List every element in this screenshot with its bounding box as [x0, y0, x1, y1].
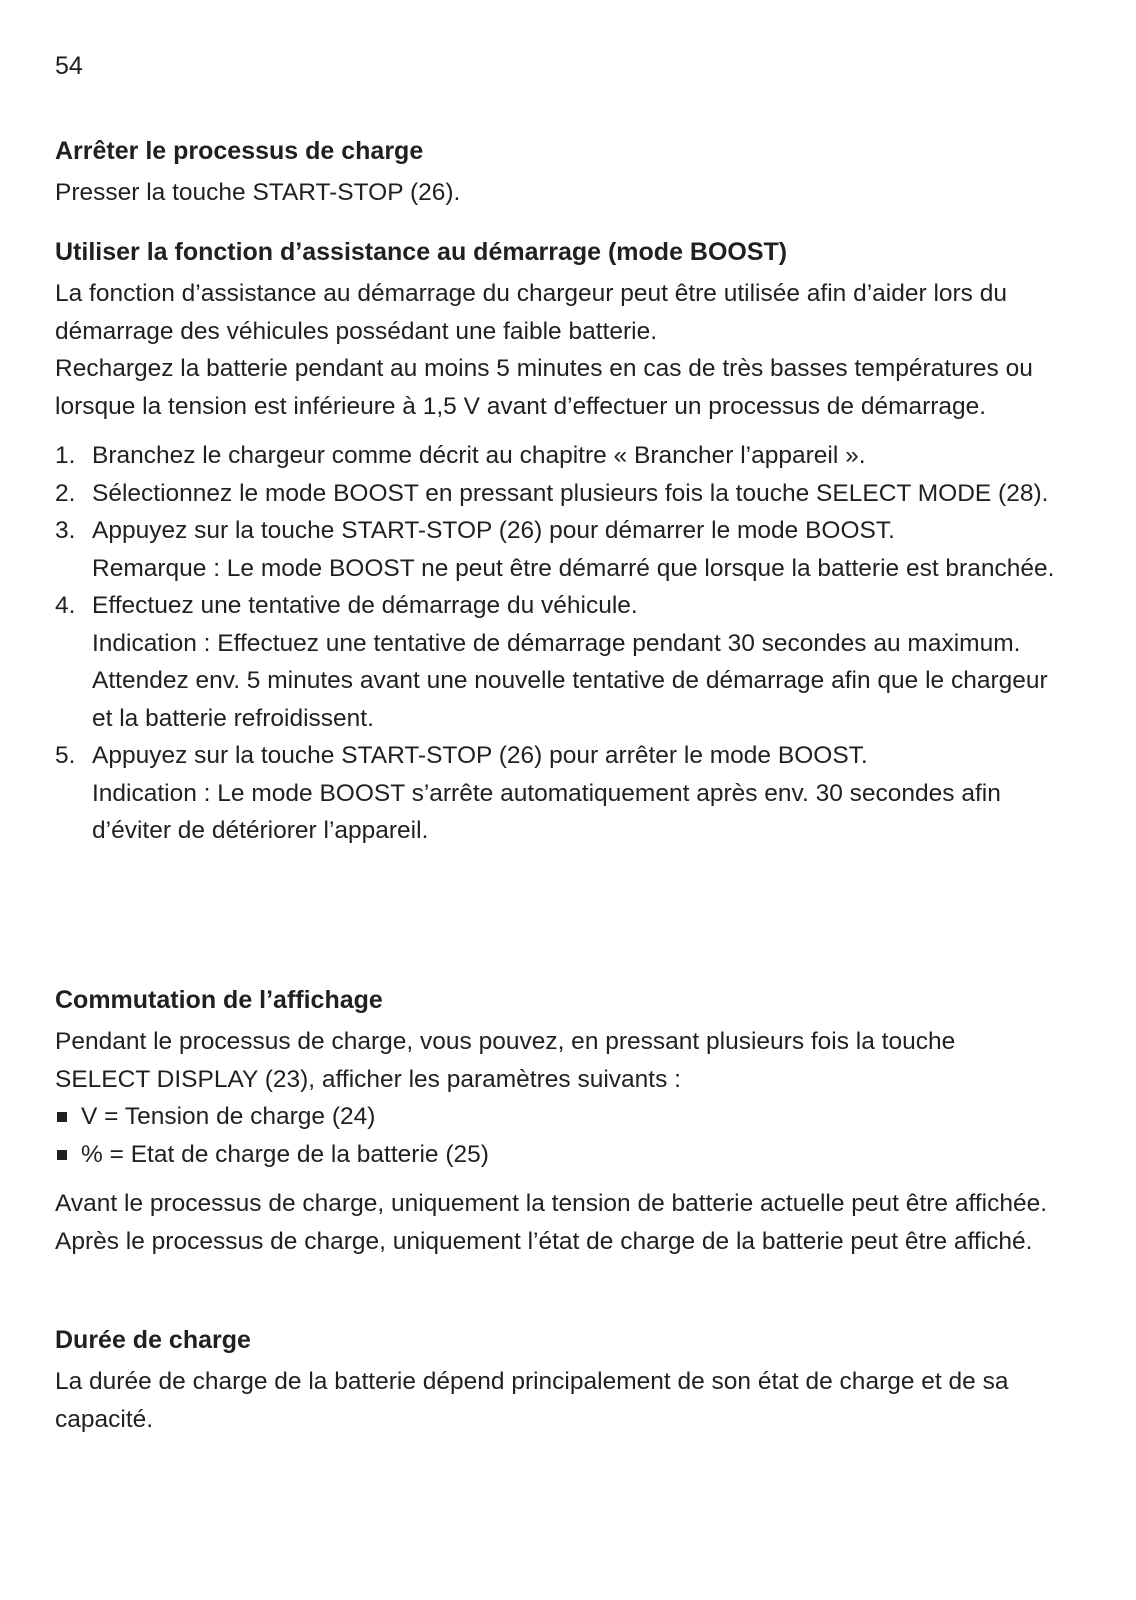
- section-heading: Durée de charge: [55, 1326, 251, 1354]
- step-number: 4.: [55, 592, 76, 619]
- list-item: [55, 1136, 1055, 1174]
- paragraph: La fonction d’assistance au démarrage du chargeur peut être utilisée afin d’aider lors du démarrage des véhicules possédant une faible batterie.: [55, 280, 1007, 345]
- paragraph: Avant le processus de charge, uniquement la tension de batterie actuelle peut être affichée. Après le processus de charge, uniquement l’état de charge de la batterie peut être affiché.: [55, 1190, 1047, 1255]
- steps-list: [55, 437, 1055, 850]
- list-item: [55, 1098, 1055, 1136]
- step-item: [55, 475, 1055, 513]
- section-heading: Utiliser la fonction d’assistance au démarrage (mode BOOST): [55, 238, 788, 266]
- section-charge-duration: [55, 1323, 1055, 1438]
- bullet-square-icon: [57, 1112, 67, 1122]
- step-item: [55, 512, 1055, 587]
- step-number: 1.: [55, 442, 76, 469]
- step-item: [55, 437, 1055, 475]
- step-note: Indication : Le mode BOOST s’arrête automatiquement après env. 30 secondes afin d’éviter de détériorer l’appareil.: [92, 779, 1001, 844]
- step-text: Sélectionnez le mode BOOST en pressant plusieurs fois la touche SELECT MODE (28).: [92, 479, 1049, 507]
- step-text: Branchez le chargeur comme décrit au chapitre « Brancher l’appareil ».: [92, 442, 866, 469]
- list-item-text: % = Etat de charge de la batterie (25): [81, 1140, 489, 1168]
- step-number: 2.: [55, 479, 76, 507]
- step-item: [55, 737, 1055, 850]
- step-number: 5.: [55, 742, 76, 769]
- section-stop-charge: [55, 134, 1055, 212]
- paragraph: Pendant le processus de charge, vous pouvez, en pressant plusieurs fois la touche SELECT DISPLAY (23), afficher les paramètres suivants :: [55, 1028, 956, 1093]
- step-number: 3.: [55, 517, 76, 544]
- bullet-square-icon: [57, 1150, 67, 1160]
- step-note: Remarque : Le mode BOOST ne peut être démarré que lorsque la batterie est branchée.: [92, 554, 1055, 582]
- step-text: Appuyez sur la touche START-STOP (26) pour démarrer le mode BOOST.: [92, 517, 895, 544]
- paragraph: La durée de charge de la batterie dépend principalement de son état de charge et de sa capacité.: [55, 1368, 1009, 1433]
- paragraph: Presser la touche START-STOP (26).: [55, 179, 461, 206]
- parameter-list: [55, 1098, 1055, 1173]
- step-text: Effectuez une tentative de démarrage du véhicule.: [92, 592, 638, 619]
- section-display-switch: [55, 983, 1055, 1260]
- page-number: 54: [55, 52, 83, 80]
- list-item-text: V = Tension de charge (24): [81, 1103, 376, 1130]
- step-item: [55, 587, 1055, 737]
- paragraph: Rechargez la batterie pendant au moins 5 minutes en cas de très basses températures ou lorsque la tension est inférieure à 1,5 V avant d’effectuer un processus de démarrage.: [55, 355, 1033, 420]
- section-boost-mode: [55, 235, 1055, 850]
- step-note: Indication : Effectuez une tentative de démarrage pendant 30 secondes au maximum. Attendez env. 5 minutes avant une nouvelle tentative de démarrage afin que le chargeur et la batterie refroidissent.: [92, 629, 1048, 732]
- section-heading: Commutation de l’affichage: [55, 986, 383, 1014]
- step-text: Appuyez sur la touche START-STOP (26) pour arrêter le mode BOOST.: [92, 742, 868, 769]
- section-heading: Arrêter le processus de charge: [55, 137, 424, 165]
